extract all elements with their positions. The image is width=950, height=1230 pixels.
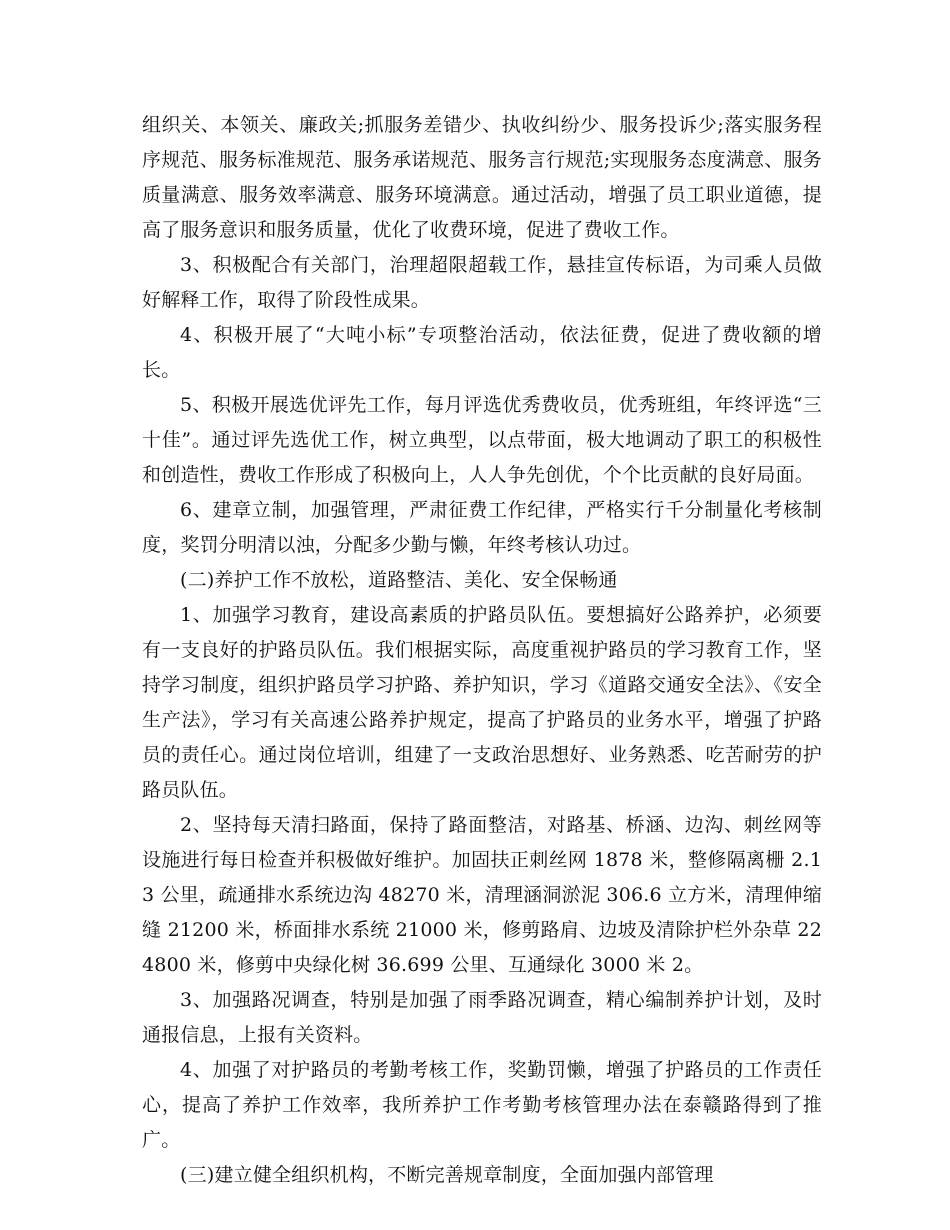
paragraph-item-5-excellence-selection: 5、积极开展选优评先工作，每月评选优秀费收员，优秀班组，年终评选“三十佳”。通过评先选优工作，树立典型，以点带面，极大地调动了职工的积极性和创造性，费收工作形成了积极向上，人人争先创优，个个比贡献的良好局面。 — [142, 394, 822, 486]
section-heading-organization: (三)建立健全组织机构，不断完善规章制度，全面加强内部管理 — [180, 1164, 714, 1186]
paragraph-item-4-special-campaign: 4、积极开展了“大吨小标”专项整治活动，依法征费，促进了费收额的增长。 — [142, 324, 822, 381]
paragraph-item-4-attendance: 4、加强了对护路员的考勤考核工作，奖勤罚懒，增强了护路员的工作责任心，提高了养护工作效率，我所养护工作考勤考核管理办法在泰赣路得到了推广。 — [142, 1059, 822, 1151]
paragraph-item-3-overload-control: 3、积极配合有关部门，治理超限超载工作，悬挂宣传标语，为司乘人员做好解释工作，取得了阶段性成果。 — [142, 254, 822, 311]
paragraph-item-1-training: 1、加强学习教育，建设高素质的护路员队伍。要想搞好公路养护，必须要有一支良好的护路员队伍。我们根据实际，高度重视护路员的学习教育工作，坚持学习制度，组织护路员学习护路、养护知识，学习《道路交通安全法》、《安全生产法》，学习有关高速公路养护规定，提高了护路员的业务水平，增强了护路员的责任心。通过岗位培训，组建了一支政治思想好、业务熟悉、吃苦耐劳的护路员队伍。 — [142, 604, 822, 801]
document-body — [142, 108, 822, 1193]
paragraph-item-3-road-survey: 3、加强路况调查，特别是加强了雨季路况调查，精心编制养护计划，及时通报信息，上报有关资料。 — [142, 989, 822, 1046]
section-heading-maintenance: (二)养护工作不放松，道路整洁、美化、安全保畅通 — [180, 569, 618, 591]
paragraph-item-6-regulations: 6、建章立制，加强管理，严肃征费工作纪律，严格实行千分制量化考核制度，奖罚分明清以浊，分配多少勤与懒，年终考核认功过。 — [142, 499, 822, 556]
paragraph-item-2-road-cleaning: 2、坚持每天清扫路面，保持了路面整洁，对路基、桥涵、边沟、刺丝网等设施进行每日检查并积极做好维护。加固扶正刺丝网 1878 米，整修隔离栅 2.13 公里，疏通排水系统边沟 48270 米，清理涵洞淤泥 306.6 立方米，清理伸缩缝 21200 米，桥面排水系统 21000 米，修剪路肩、边坡及清除护栏外杂草 224800 米，修剪中央绿化树 36.699 公里、互通绿化 3000 米 2。 — [142, 814, 822, 976]
paragraph-continued-service-activity: 组织关、本领关、廉政关;抓服务差错少、执收纠纷少、服务投诉少;落实服务程序规范、服务标准规范、服务承诺规范、服务言行规范;实现服务态度满意、服务质量满意、服务效率满意、服务环境满意。通过活动，增强了员工职业道德，提高了服务意识和服务质量，优化了收费环境，促进了费收工作。 — [142, 114, 822, 241]
